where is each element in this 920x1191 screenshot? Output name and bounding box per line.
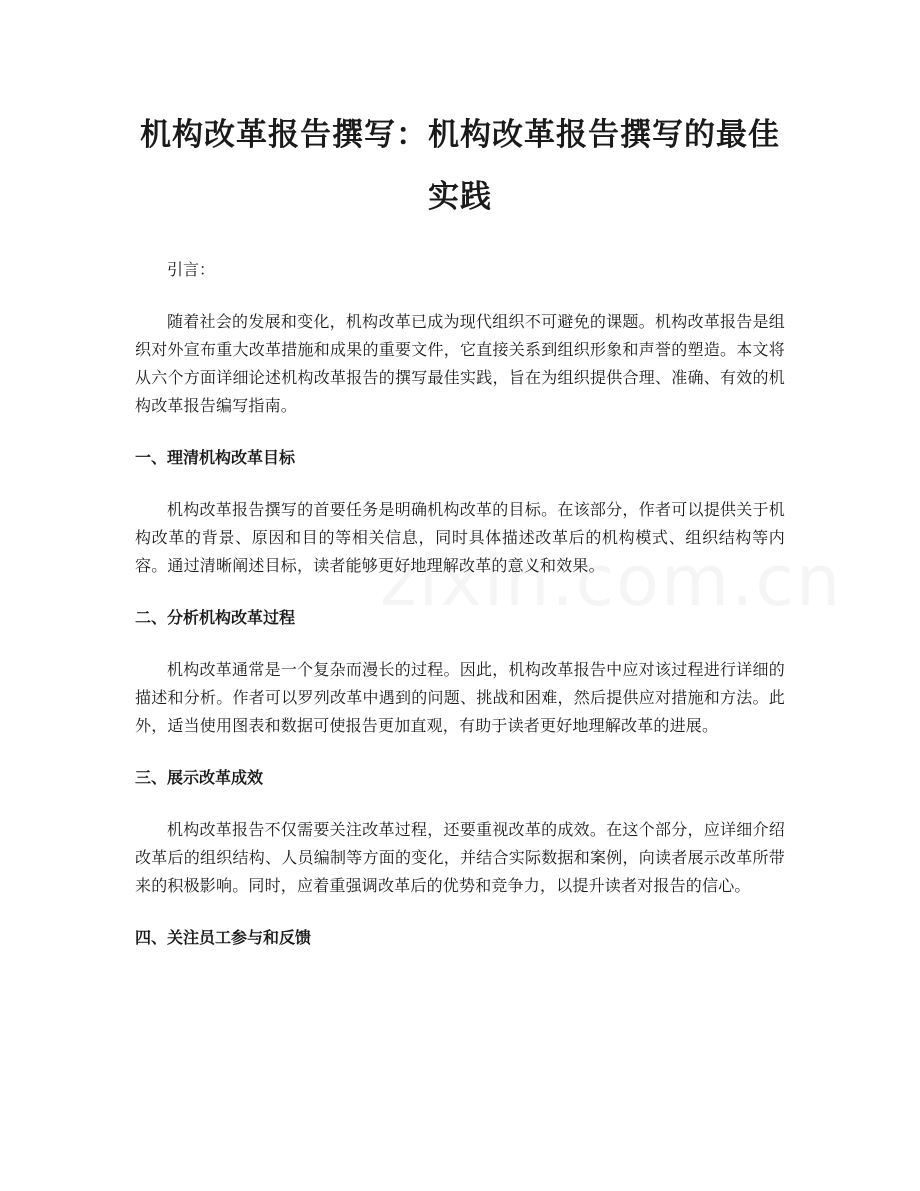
section-paragraph-2: 机构改革通常是一个复杂而漫长的过程。因此，机构改革报告中应对该过程进行详细的描述和分析。作者可以罗列改革中遇到的问题、挑战和困难，然后提供应对措施和方法。此外，适当使用图表和数据可使报告更加直观，有助于读者更好地理解改革的进展。 bbox=[135, 660, 785, 735]
intro-label: 引言： bbox=[167, 260, 216, 279]
section-paragraph-3: 机构改革报告不仅需要关注改革过程，还要重视改革的成效。在这个部分，应详细介绍改革后的组织结构、人员编制等方面的变化，并结合实际数据和案例，向读者展示改革所带来的积极影响。同时，应着重强调改革后的优势和竞争力，以提升读者对报告的信心。 bbox=[135, 820, 785, 895]
section-heading-2: 二、分析机构改革过程 bbox=[135, 608, 296, 627]
section-paragraph-1: 机构改革报告撰写的首要任务是明确机构改革的目标。在该部分，作者可以提供关于机构改革的背景、原因和目的等相关信息，同时具体描述改革后的机构模式、组织结构等内容。通过清晰阐述目标，读者能够更好地理解改革的意义和效果。 bbox=[135, 500, 785, 575]
section-heading-1: 一、理清机构改革目标 bbox=[135, 448, 296, 467]
document-title: 机构改革报告撰写：机构改革报告撰写的最佳实践 bbox=[140, 117, 780, 215]
intro-paragraph: 随着社会的发展和变化，机构改革已成为现代组织不可避免的课题。机构改革报告是组织对外宣布重大改革措施和成果的重要文件，它直接关系到组织形象和声誉的塑造。本文将从六个方面详细论述机构改革报告的撰写最佳实践，旨在为组织提供合理、准确、有效的机构改革报告编写指南。 bbox=[135, 312, 785, 415]
section-heading-3: 三、展示改革成效 bbox=[135, 768, 264, 787]
section-heading-4: 四、关注员工参与和反馈 bbox=[135, 928, 312, 947]
